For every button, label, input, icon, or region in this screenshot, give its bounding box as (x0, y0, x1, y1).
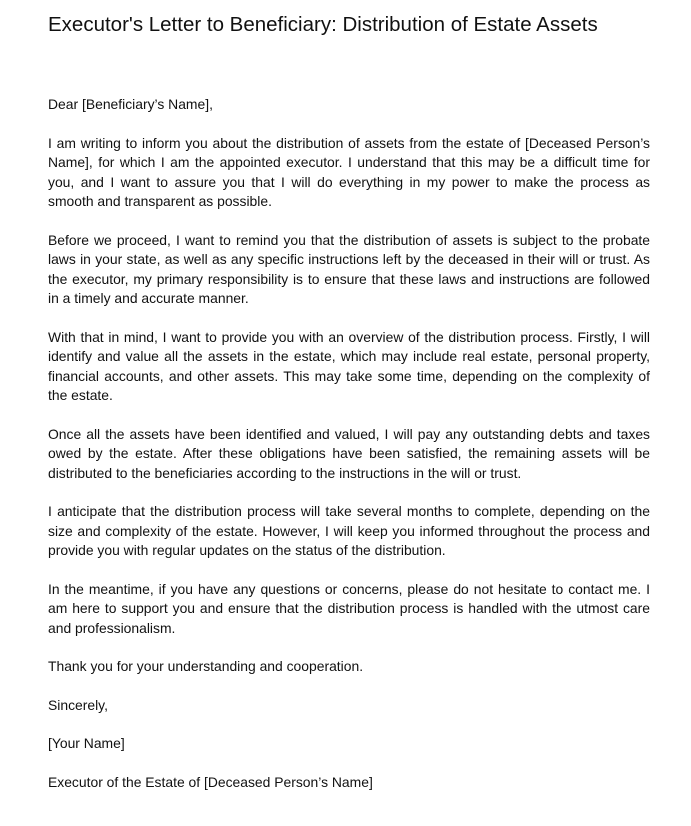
letter-body (48, 95, 650, 811)
paragraph-debts-distribution: Once all the assets have been identified and valued, I will pay any outstanding debts and taxes owed by the estate. After these obligations have been satisfied, the remaining assets will be distributed to the beneficiaries according to the instructions in the will or trust. (48, 425, 650, 481)
closing: Sincerely, (48, 696, 108, 713)
paragraph-process-overview: With that in mind, I want to provide you with an overview of the distribution process. Firstly, I will identify and value all the assets in the estate, which may include real estate, personal property, financial accounts, and other assets. This may take some time, depending on the complexity of the estate. (48, 328, 650, 403)
paragraph-contact: In the meantime, if you have any questions or concerns, please do not hesitate to contact me. I am here to support you and ensure that the distribution process is handled with the utmost care and professionalism. (48, 580, 650, 636)
paragraph-probate: Before we proceed, I want to remind you that the distribution of assets is subject to the probate laws in your state, as well as any specific instructions left by the deceased in their will or trust. As the executor, my primary responsibility is to ensure that these laws and instructions are followed in a timely and accurate manner. (48, 231, 650, 306)
signature-name: [Your Name] (48, 735, 125, 751)
salutation: Dear [Beneficiary’s Name], (48, 96, 213, 112)
document-title: Executor's Letter to Beneficiary: Distribution of Estate Assets (48, 13, 598, 36)
thanks-line: Thank you for your understanding and cooperation. (48, 658, 364, 674)
paragraph-timeline: I anticipate that the distribution process will take several months to complete, depending on the size and complexity of the estate. However, I will keep you informed throughout the process and provide you with regular updates on the status of the distribution. (48, 503, 650, 558)
signature-title: Executor of the Estate of [Deceased Person’s Name] (48, 773, 373, 790)
paragraph-intro: I am writing to inform you about the distribution of assets from the estate of [Deceased Person’s Name], for which I am the appointed executor. I understand that this may be a difficult time for you, and I want to assure you that I will do everything in my power to make the process as smooth and transparent as possible. (48, 134, 650, 209)
